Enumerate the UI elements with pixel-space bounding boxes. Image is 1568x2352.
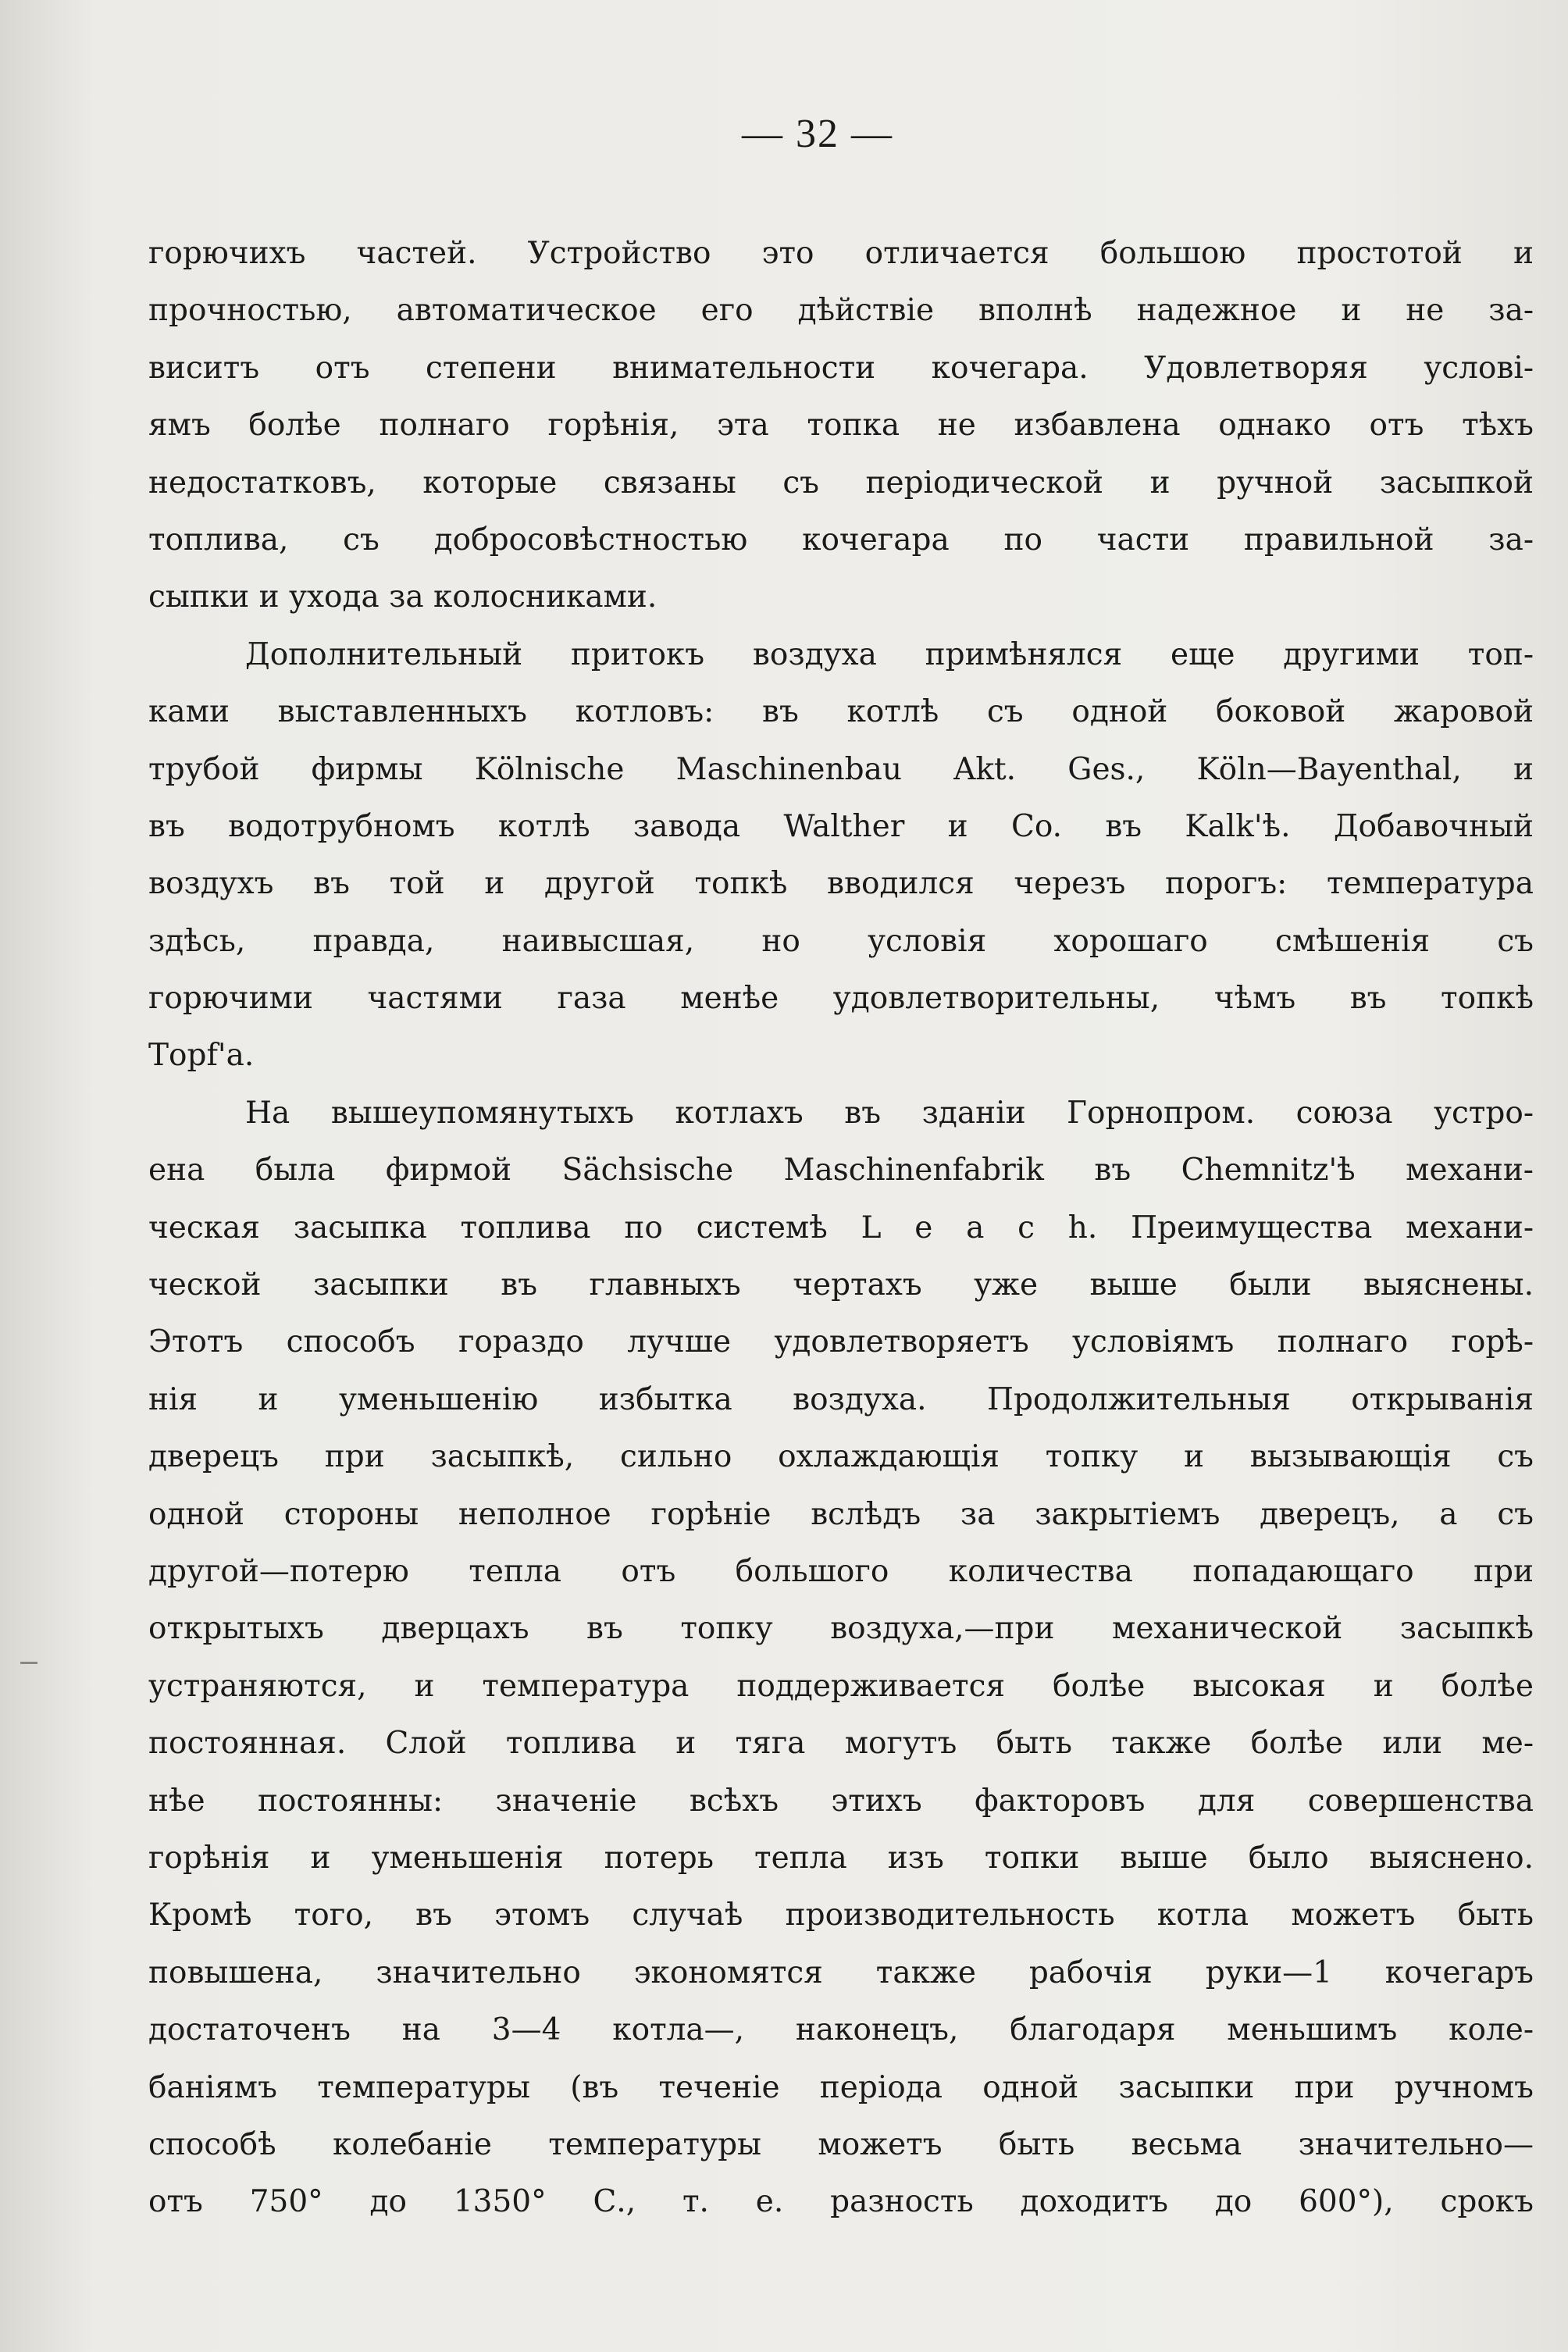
text-line: нѣе постоянны: значеніе всѣхъ этихъ факторовъ для совершенства <box>148 1783 1534 1819</box>
text-line: ямъ болѣе полнаго горѣнія, эта топка не избавлена однако отъ тѣхъ <box>148 408 1534 444</box>
text-line: другой—потерю тепла отъ большого количества попадающаго при <box>148 1553 1534 1589</box>
text-line: горючихъ частей. Устройство это отличается большою простотой и <box>148 236 1534 271</box>
text-line: виситъ отъ степени внимательности кочегара. Удовлетворяя услові- <box>148 350 1534 386</box>
text-line: устраняются, и температура поддерживается болѣе высокая и болѣе <box>148 1668 1534 1704</box>
text-line: горючими частями газа менѣе удовлетворительны, чѣмъ въ топкѣ <box>148 981 1534 1017</box>
text-line: ческой засыпки въ главныхъ чертахъ уже выше были выяснены. <box>148 1267 1534 1303</box>
text-line: топлива, съ добросовѣстностью кочегара по части правильной за- <box>148 522 1534 558</box>
text-line: одной стороны неполное горѣніе вслѣдъ за закрытіемъ дверецъ, а съ <box>148 1496 1534 1532</box>
paragraph-3 <box>148 1085 1534 2231</box>
text-line: въ водотрубномъ котлѣ завода Walther и Co. въ Kalk'ѣ. Добавочный <box>148 808 1534 844</box>
paragraph-2 <box>148 626 1534 1085</box>
text-line: Кромѣ того, въ этомъ случаѣ производительность котла можетъ быть <box>148 1898 1534 1933</box>
text-line: баніямъ температуры (въ теченіе періода одной засыпки при ручномъ <box>148 2069 1534 2105</box>
page-number: — 32 — <box>742 112 893 156</box>
text-line: дверецъ при засыпкѣ, сильно охлаждающія топку и вызывающія съ <box>148 1439 1534 1475</box>
text-line: отъ 750° до 1350° С., т. е. разность доходитъ до 600°), срокъ <box>148 2184 1534 2220</box>
margin-mark <box>20 1662 37 1664</box>
text-line: способѣ колебаніе температуры можетъ быть весьма значительно— <box>148 2126 1534 2162</box>
text-line: ена была фирмой Sächsische Maschinenfabrik въ Chemnitz'ѣ механи- <box>148 1153 1534 1188</box>
text-line: постоянная. Слой топлива и тяга могутъ быть также болѣе или ме- <box>148 1726 1534 1762</box>
text-line: На вышеупомянутыхъ котлахъ въ зданіи Горнопром. союза устро- <box>245 1095 1534 1131</box>
text-line: достаточенъ на 3—4 котла—, наконецъ, благодаря меньшимъ коле- <box>148 2012 1534 2048</box>
text-line: нія и уменьшенію избытка воздуха. Продолжительныя открыванія <box>148 1381 1534 1417</box>
text-line: трубой фирмы Kölnische Maschinenbau Akt. Ges., Köln—Bayenthal, и <box>148 751 1534 787</box>
text-line: открытыхъ дверцахъ въ топку воздуха,—при механической засыпкѣ <box>148 1611 1534 1647</box>
paragraph-1 <box>148 225 1534 626</box>
text-line: горѣнія и уменьшенія потерь тепла изъ топки выше было выяснено. <box>148 1840 1534 1876</box>
text-line: прочностью, автоматическое его дѣйствіе вполнѣ надежное и не за- <box>148 293 1534 329</box>
text-line: Этотъ способъ гораздо лучше удовлетворяетъ условіямъ полнаго горѣ- <box>148 1324 1534 1360</box>
text-line: повышена, значительно экономятся также рабочія руки—1 кочегаръ <box>148 1955 1534 1990</box>
text-line: ками выставленныхъ котловъ: въ котлѣ съ одной боковой жаровой <box>148 694 1534 730</box>
text-line: недостатковъ, которые связаны съ періодической и ручной засыпкой <box>148 465 1534 501</box>
text-line: здѣсь, правда, наивысшая, но условія хорошаго смѣшенія съ <box>148 923 1534 959</box>
text-line: Дополнительный притокъ воздуха примѣнялся еще другими топ- <box>245 636 1534 672</box>
text-line: Торf'а. <box>148 1038 255 1074</box>
text-line: ческая засыпка топлива по системѣ L e a c h. Преимущества механи- <box>148 1210 1534 1245</box>
text-line: воздухъ въ той и другой топкѣ вводился черезъ порогъ: температура <box>148 866 1534 902</box>
text-line: сыпки и ухода за колосниками. <box>148 579 657 615</box>
